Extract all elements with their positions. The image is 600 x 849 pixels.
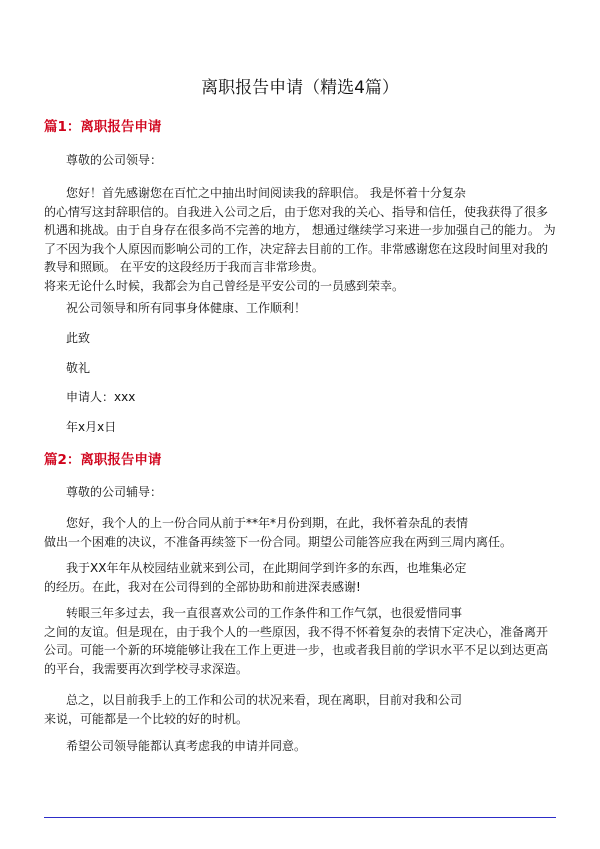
document-title: 离职报告申请（精选4篇） [201,78,399,98]
section-2-paragraph-3 [44,604,556,678]
section-1-salutation [44,151,556,170]
footer-divider [44,817,556,818]
section-2-salutation [44,483,556,502]
section-1-heading: 篇1：离职报告申请 [44,119,162,135]
paragraph-line: 总之，以目前我手上的工作和公司的状况来看，现在离职，目前对我和公司 [66,693,463,707]
section-2-heading: 篇2：离职报告申请 [44,452,162,468]
section-2-paragraph-4 [44,691,556,728]
section-2-paragraph-5 [44,737,556,756]
section-1-closing-2 [44,359,556,378]
paragraph-line: 来说，可能都是一个比较的好的时机。 [44,711,249,726]
paragraph-line: 了不因为我个人原因而影响公司的工作，决定辞去目前的工作。非常感谢您在这段时间里对我的 [44,241,549,256]
paragraph-line: 转眼三年多过去，我一直很喜欢公司的工作条件和工作气氛，也很爱惜同事 [66,606,463,620]
paragraph-line: 希望公司领导能都认真考虑我的申请并同意。 [66,739,307,753]
paragraph-line: 的平台，我需要再次到学校寻求深造。 [44,661,249,676]
section-1-closing-1 [44,329,556,348]
paragraph-line: 的心情写这封辞职信的。自我进入公司之后，由于您对我的关心、指导和信任，使我获得了很多 [44,204,549,219]
paragraph-line: 做出一个困难的决议，不准备再续签下一份合同。期望公司能答应我在两到三周内离任。 [44,534,513,549]
paragraph-line: 的经历。在此，我对在公司得到的全部协助和前进深表感谢! [44,579,361,594]
section-1-date [44,418,556,437]
closing-text: 此致 [66,331,91,345]
section-1-wish [44,299,556,318]
paragraph-line: 您好，我个人的上一份合同从前于**年*月份到期，在此，我怀着杂乱的表情 [66,516,469,530]
section-1-applicant [44,388,556,407]
date-text: 年x月x日 [66,420,117,434]
closing-text: 敬礼 [66,361,91,375]
section-2-paragraph-2 [44,559,556,596]
section-2-paragraph-1 [44,514,556,551]
paragraph-line: 将来无论什么时候，我都会为自己曾经是平安公司的一员感到荣幸。 [44,278,405,293]
paragraph-line: 我于XX年年从校园结业就来到公司，在此期间学到许多的东西，也堆集必定 [66,561,467,575]
paragraph-line: 之间的友谊。但是现在，由于我个人的一些原因，我不得不怀着复杂的表情下定决心，准备离开 [44,624,549,639]
paragraph-line: 机遇和挑战。由于自身存在很多尚不完善的地方， 想通过继续学习来进一步加强自己的能力。 为 [44,223,556,237]
salutation-text: 尊敬的公司辅导： [66,485,163,499]
paragraph-line: 您好！首先感谢您在百忙之中抽出时间阅读我的辞职信。 我是怀着十分复杂 [66,186,466,200]
salutation-text: 尊敬的公司领导： [66,153,163,167]
paragraph-line: 公司。可能一个新的环境能够让我在工作上更进一步，也或者我目前的学识水平不足以到达更高 [44,643,549,657]
paragraph-line: 教导和照顾。 在平安的这段经历于我而言非常珍贵。 [44,260,324,274]
section-1-paragraph-1 [44,184,556,295]
wish-text: 祝公司领导和所有同事身体健康、工作顺利！ [66,301,307,315]
applicant-text: 申请人：xxx [66,390,136,404]
